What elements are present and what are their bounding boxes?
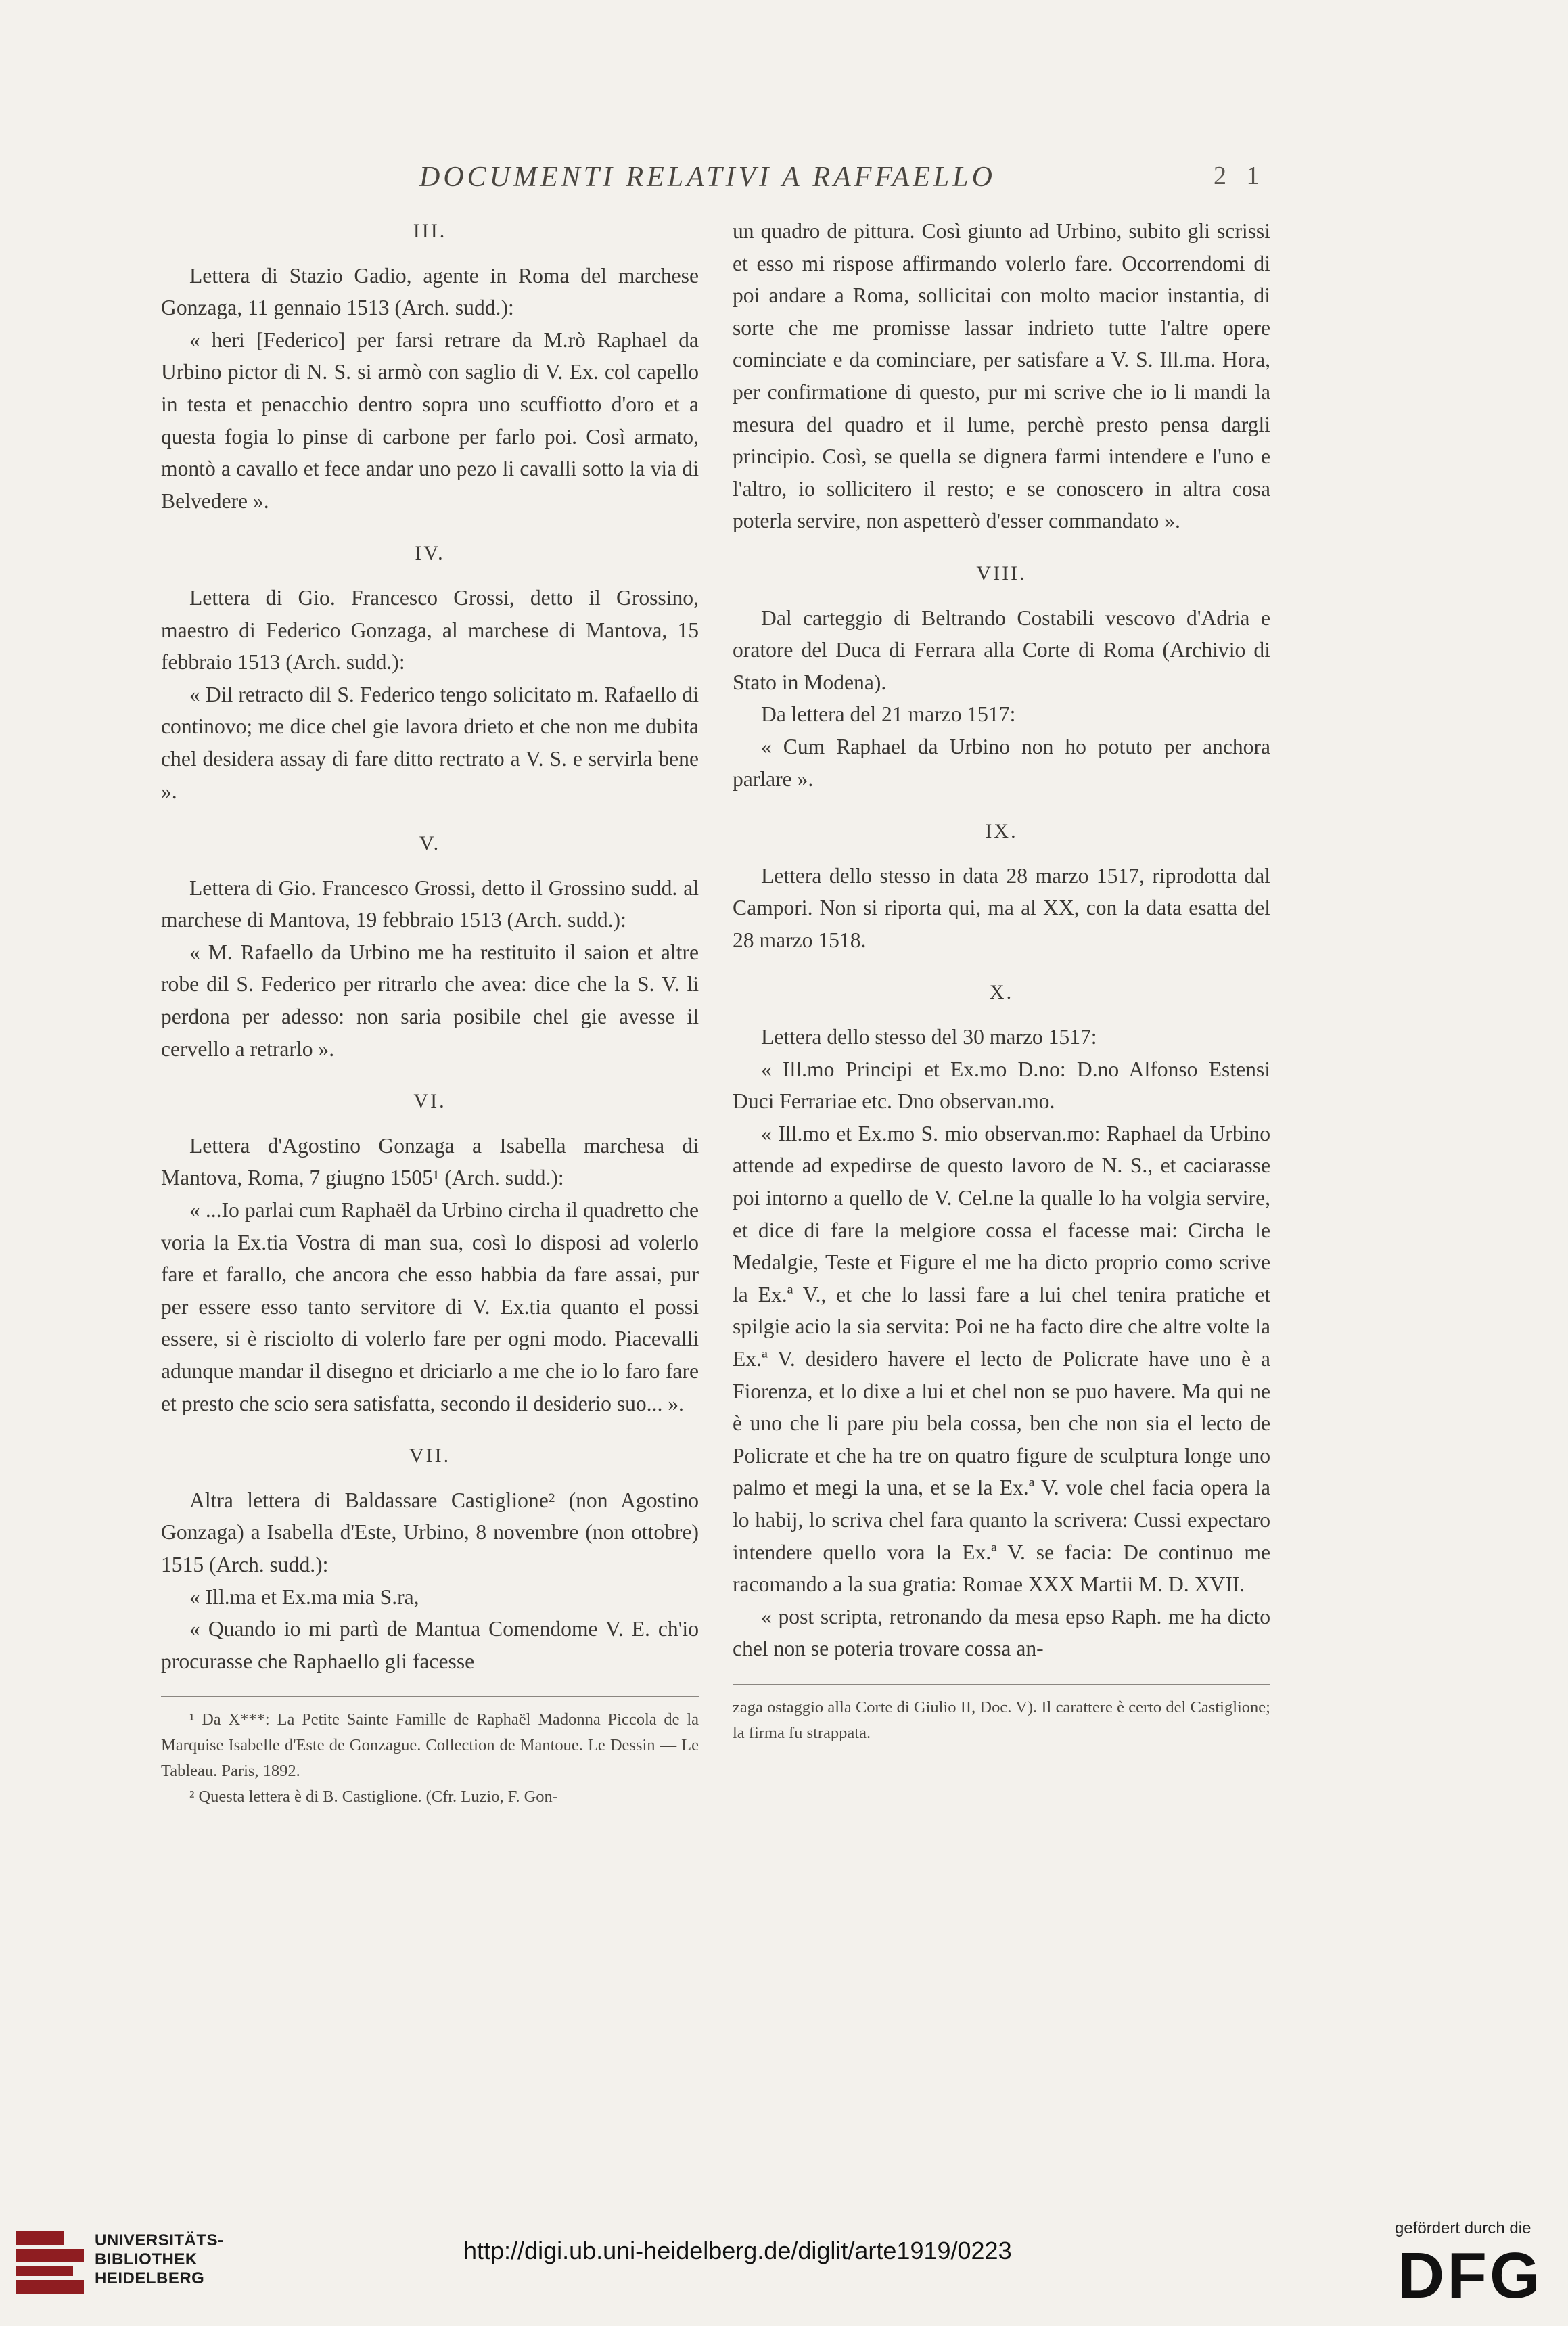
- section-heading: V.: [419, 832, 441, 855]
- left-column: [161, 215, 699, 1810]
- quotation: « Ill.mo Principi et Ex.mo D.no: D.no Alfonso Estensi Duci Ferrariae etc. Dno observan.mo.: [733, 1057, 1270, 1114]
- library-name: [95, 2231, 224, 2288]
- paragraph: Lettera di Gio. Francesco Grossi, detto il Grossino sudd. al marchese di Mantova, 19 febbraio 1513 (Arch. sudd.):: [161, 875, 699, 932]
- paragraph: Dal carteggio di Beltrando Costabili vescovo d'Adria e oratore del Duca di Ferrara alla Corte di Roma (Archivio di Stato in Modena).: [733, 606, 1270, 694]
- section-heading: X.: [989, 981, 1014, 1004]
- digitization-footer: [0, 2192, 1568, 2326]
- footnote-divider: [733, 1684, 1270, 1685]
- library-name-line: UNIVERSITÄTS-: [95, 2231, 224, 2250]
- quotation: « Quando io mi partì de Mantua Comendome V. E. ch'io procurasse che Raphaello gli facesse: [161, 1617, 699, 1673]
- paragraph: Lettera di Gio. Francesco Grossi, detto il Grossino, maestro di Federico Gonzaga, al marchese di Mantova, 15 febbraio 1513 (Arch. sudd.):: [161, 585, 699, 675]
- paragraph: Lettera d'Agostino Gonzaga a Isabella marchesa di Mantova, Roma, 7 giugno 1505¹ (Arch. sudd.):: [161, 1133, 699, 1190]
- section-heading: VIII.: [976, 562, 1027, 585]
- paragraph: Lettera dello stesso del 30 marzo 1517:: [761, 1025, 1097, 1049]
- footnote-divider: [161, 1696, 699, 1697]
- running-head: [0, 161, 1568, 202]
- quotation: « Cum Raphael da Urbino non ho potuto per anchora parlare ».: [733, 734, 1270, 791]
- page-number: 2 1: [1214, 162, 1266, 190]
- running-title: DOCUMENTI RELATIVI A RAFFAELLO: [419, 162, 996, 193]
- quotation: « heri [Federico] per farsi retrare da M.rò Raphael da Urbino pictor di N. S. si armò con saglio di V. Ex. col capello in testa et penacchio dentro sopra uno scuffiotto d'oro et a questa fogia lo pinse di carbone per farlo poi. Così armato, montò a cavallo et fece andar uno pezo li cavalli sotto la via di Belvedere ».: [161, 327, 699, 513]
- paragraph: Lettera di Stazio Gadio, agente in Roma del marchese Gonzaga, 11 gennaio 1513 (Arch. sudd.):: [161, 263, 699, 320]
- funding-note: gefördert durch die: [1395, 2219, 1531, 2237]
- university-library-logo-icon: [16, 2231, 84, 2294]
- quotation: « Ill.mo et Ex.mo S. mio observan.mo: Raphael da Urbino attende ad expedirse de questo lavoro de N. S., et caciarasse poi intorno a quello de V. Cel.ne la qualle lo ha volgia servire, et dice di fare la melgiore cossa el facesse mai: Circha le Medalgie, Teste et Figure el me ha dicto proprio como scrive la Ex.ª V., et che lo lassi fare a lui chel tenira pratiche et spilgie acio la sia servita: Poi ne ha facto dire che altre volte la Ex.ª V. desidero havere el lecto de Policrate have uno è a Fiorenza, et lo dixe a lui et chel non se puo havere. Ma qui ne è uno che li pare piu bela cossa, ben che non sia el lecto de Policrate et che ha tre on quatro figure de sculptura longe uno palmo et megi la una, et se la Ex.ª V. vole chel facia opera la lo habij, lo scriva chel fara quanto la scrivera: Cussi expectaro intendere quello vora la Ex.ª V. se facia: De continuo me racomando a la sua gratia: Romae XXX Martii M. D. XVII.: [733, 1121, 1270, 1597]
- quotation: « Ill.ma et Ex.ma mia S.ra,: [189, 1584, 419, 1609]
- paragraph: Altra lettera di Baldassare Castiglione² (non Agostino Gonzaga) a Isabella d'Este, Urbino, 8 novembre (non ottobre) 1515 (Arch. sudd.):: [161, 1488, 699, 1576]
- quotation: « post scripta, retronando da mesa epso Raph. me ha dicto chel non se poteria trovare cossa an-: [733, 1604, 1270, 1661]
- section-heading: VII.: [409, 1444, 451, 1467]
- footnote-continuation: zaga ostaggio alla Corte di Giulio II, Doc. V). Il carattere è certo del Castiglione; la firma fu strappata.: [733, 1697, 1270, 1742]
- footnotes: [161, 1707, 699, 1810]
- right-column: [733, 215, 1270, 1746]
- section-heading: VI.: [413, 1090, 446, 1113]
- permalink-url[interactable]: http://digi.ub.uni-heidelberg.de/diglit/arte1919/0223: [463, 2237, 1012, 2264]
- section-heading: IV.: [415, 542, 445, 565]
- paragraph: Lettera dello stesso in data 28 marzo 1517, riprodotta dal Campori. Non si riporta qui, ma al XX, con la data esatta del 28 marzo 1518.: [733, 863, 1270, 952]
- footnote-2: ² Questa lettera è di B. Castiglione. (Cfr. Luzio, F. Gon-: [189, 1787, 558, 1806]
- library-name-line: BIBLIOTHEK: [95, 2250, 198, 2268]
- footnotes: [733, 1695, 1270, 1746]
- section-heading: III.: [413, 220, 447, 242]
- continued-quotation: un quadro de pittura. Così giunto ad Urbino, subito gli scrissi et esso mi rispose affirmando volerlo fare. Occorrendomi di poi andare a Roma, sollicitai con molto macior instantia, di sorte che me promisse lassar indrieto tutte l'altre opere cominciate e da cominciare, per satisfare a V. S. Ill.ma. Hora, per confirmatione di questo, pur mi scrive che io li mandi la mesura del quadro et il lume, perchè presto pensa dargli principio. Così, se quella se dignera farmi intendere e l'uno e l'altro, io sollicitero il resto; e se conoscero in altra cosa poterla servire, non aspetterò d'esser commandato ».: [733, 219, 1270, 533]
- section-heading: IX.: [985, 820, 1018, 843]
- library-name-line: HEIDELBERG: [95, 2269, 205, 2287]
- footnote-1: ¹ Da X***: La Petite Sainte Famille de Raphaël Madonna Piccola de la Marquise Isabelle d'Este de Gonzague. Collection de Mantoue. Le Dessin — Le Tableau. Paris, 1892.: [161, 1710, 699, 1781]
- dfg-logo: DFG: [1398, 2239, 1543, 2312]
- quotation: « M. Rafaello da Urbino me ha restituito il saion et altre robe dil S. Federico per ritrarlo che avea: dice che la S. V. li perdona per adesso: non saria posibile chel gie avesse il cervello a retrarlo ».: [161, 940, 699, 1061]
- quotation: « Dil retracto dil S. Federico tengo solicitato m. Rafaello di continovo; me dice chel gie lavora drieto et che non me dubita chel desidera assay di fare ditto rectrato a V. S. e servirla bene ».: [161, 682, 699, 803]
- quotation: « ...Io parlai cum Raphaël da Urbino circha il quadretto che voria la Ex.tia Vostra di man sua, così lo disposi ad volerlo fare et farallo, che ancora che esso habbia da fare assai, pur per essere esso tanto servitore di V. Ex.tia quanto el possi essere, si è risciolto di volerlo fare per ogni modo. Piacevalli adunque mandar il disegno et driciarlo a me che io lo faro fare et presto che scio sera satisfatta, secondo il desiderio suo... ».: [161, 1198, 699, 1415]
- paragraph: Da lettera del 21 marzo 1517:: [761, 702, 1016, 727]
